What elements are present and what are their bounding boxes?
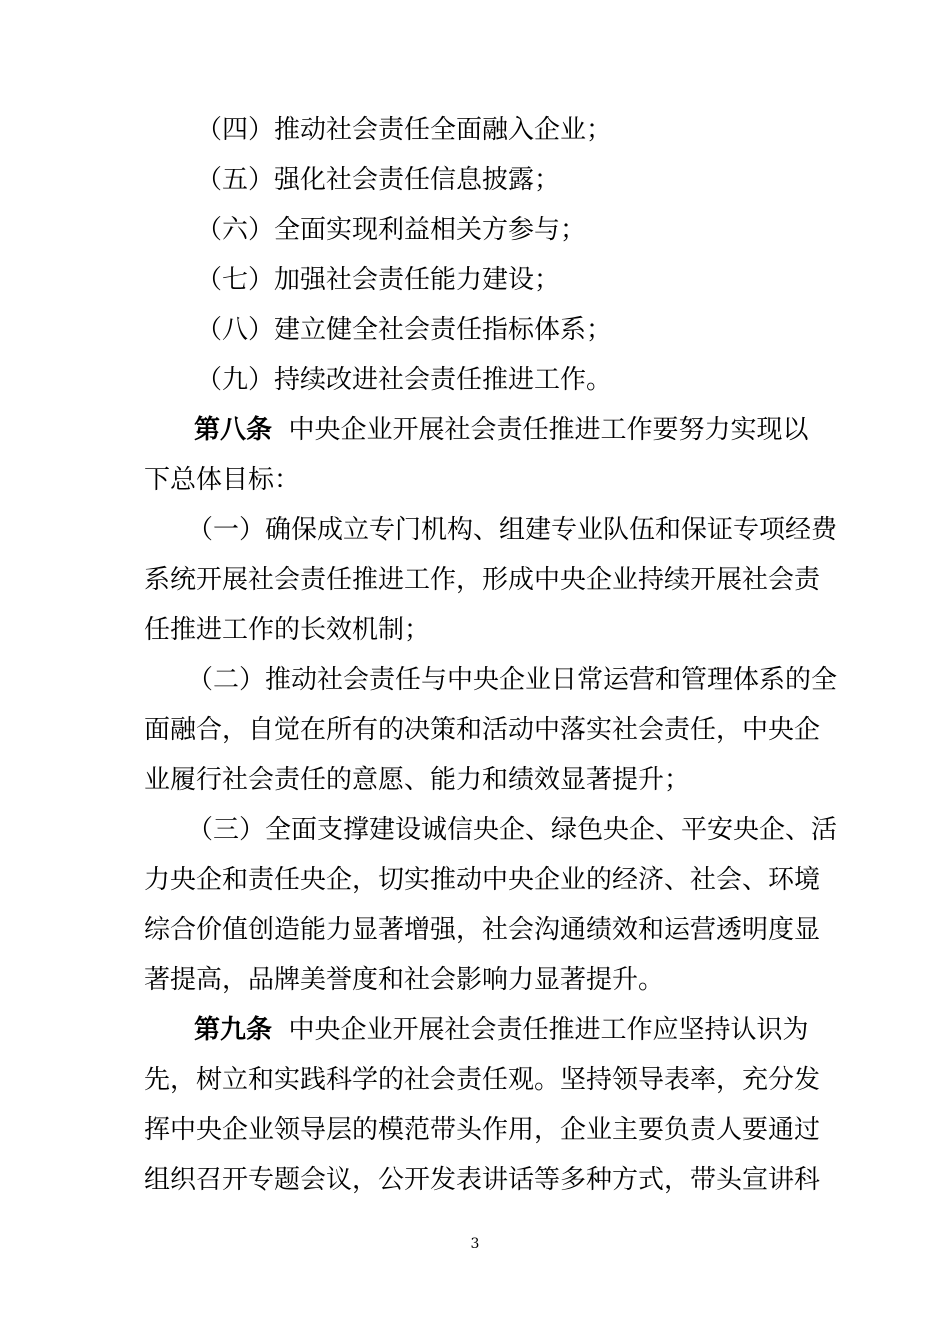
article-9-heading: 第九条	[194, 1015, 273, 1045]
article-9-line: 组织召开专题会议，公开发表讲话等多种方式，带头宣讲科	[144, 1165, 821, 1195]
list-item: （七）加强社会责任能力建设；	[196, 265, 561, 295]
article-9-line: 挥中央企业领导层的模范带头作用，企业主要负责人要通过	[144, 1115, 821, 1145]
goal-1-line: 任推进工作的长效机制；	[144, 615, 431, 645]
list-item: （六）全面实现利益相关方参与；	[196, 215, 587, 245]
goal-1-line: （一）确保成立专门机构、组建专业队伍和保证专项经费	[187, 515, 838, 545]
article-9-text: 中央企业开展社会责任推进工作应坚持认识为	[288, 1015, 809, 1045]
goal-2-line: 业履行社会责任的意愿、能力和绩效显著提升；	[144, 765, 691, 795]
goal-3-line: 综合价值创造能力显著增强，社会沟通绩效和运营透明度显	[144, 915, 821, 945]
article-9-first-line	[194, 1005, 884, 1055]
goal-2-line: （二）推动社会责任与中央企业日常运营和管理体系的全	[187, 665, 838, 695]
list-item: （五）强化社会责任信息披露；	[196, 165, 561, 195]
list-item: （九）持续改进社会责任推进工作。	[196, 365, 613, 395]
article-9-line: 先，树立和实践科学的社会责任观。坚持领导表率，充分发	[144, 1065, 821, 1095]
article-8-text: 中央企业开展社会责任推进工作要努力实现以	[288, 415, 809, 445]
article-8-first-line	[194, 405, 884, 455]
goal-2-line: 面融合，自觉在所有的决策和活动中落实社会责任，中央企	[144, 715, 821, 745]
list-item: （四）推动社会责任全面融入企业；	[196, 115, 613, 145]
goal-1-line: 系统开展社会责任推进工作，形成中央企业持续开展社会责	[144, 565, 821, 595]
goal-3-line: 力央企和责任央企，切实推动中央企业的经济、社会、环境	[144, 865, 821, 895]
list-item: （八）建立健全社会责任指标体系；	[196, 315, 613, 345]
article-8-line: 下总体目标：	[144, 465, 301, 495]
page-number: 3	[470, 1236, 480, 1252]
goal-3-line: 著提高，品牌美誉度和社会影响力显著提升。	[144, 965, 665, 995]
goal-3-line: （三）全面支撑建设诚信央企、绿色央企、平安央企、活	[187, 815, 838, 845]
article-8-heading: 第八条	[194, 415, 273, 445]
